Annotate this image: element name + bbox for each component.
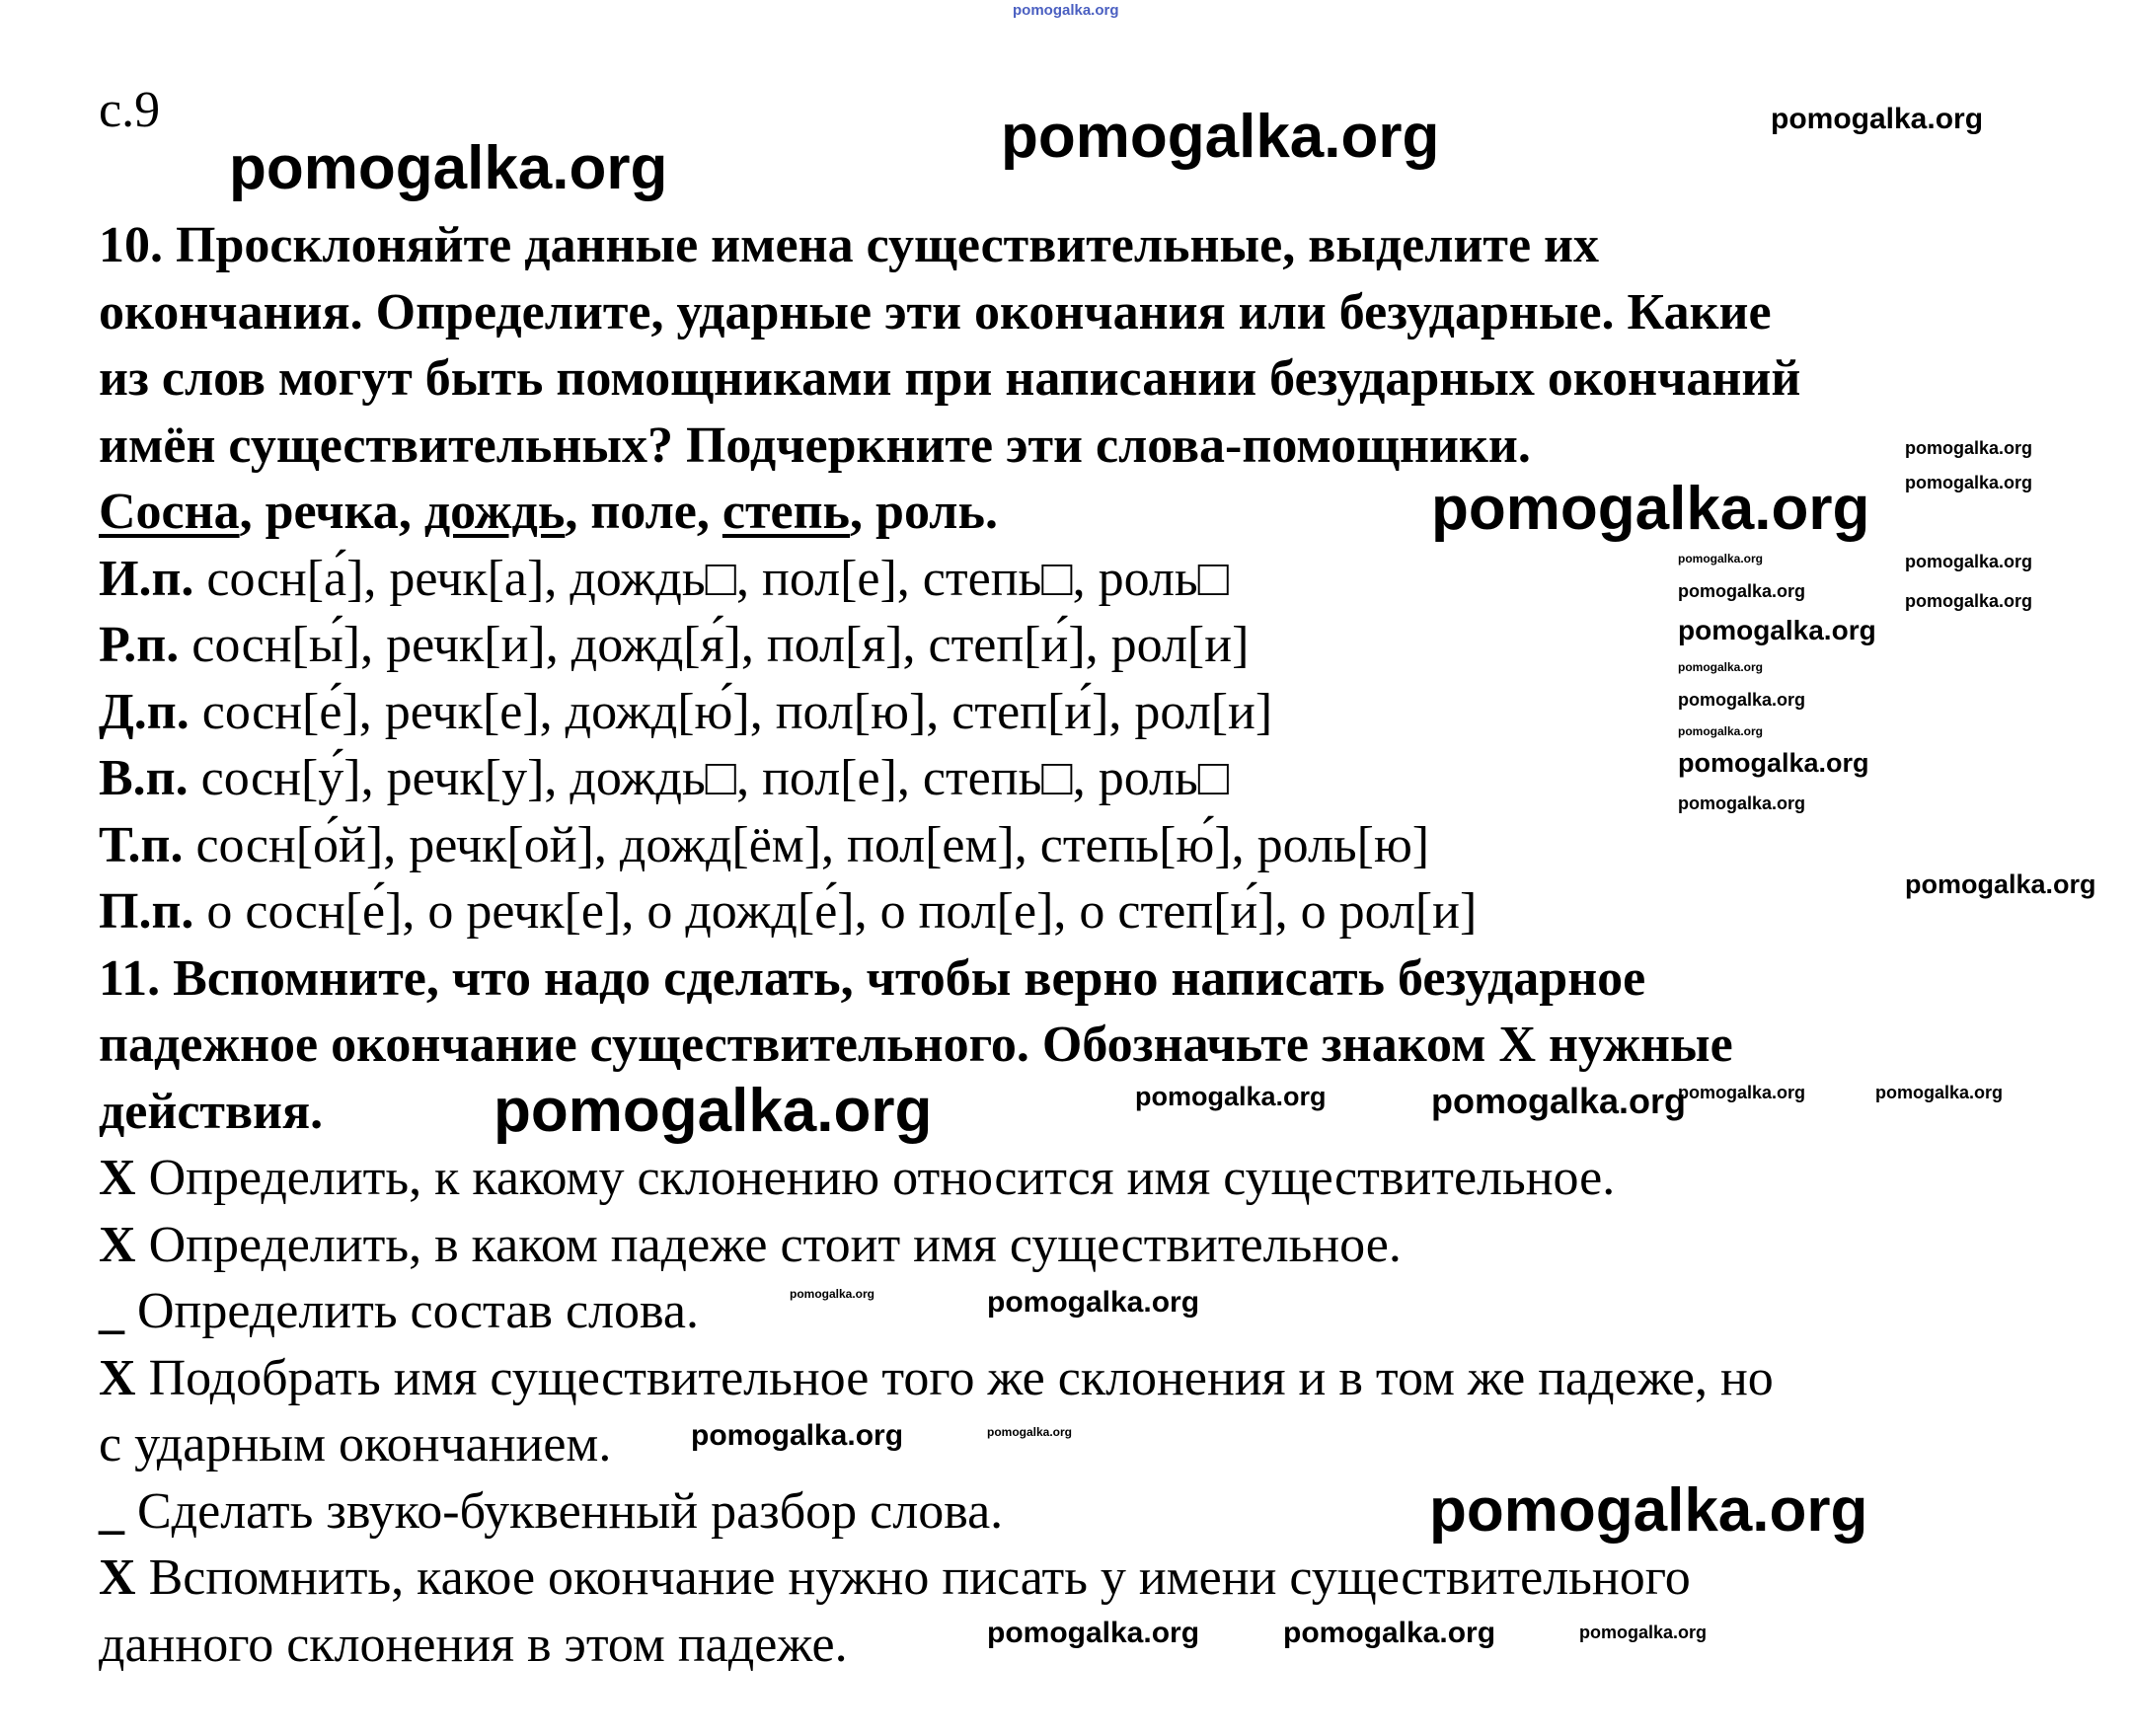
option-mark: X — [99, 1150, 136, 1206]
watermark: pomogalka.org — [1678, 615, 1876, 645]
word-list — [99, 479, 998, 546]
option-item — [99, 1345, 1774, 1412]
case-table — [99, 546, 1800, 945]
task10-heading-line: окончания. Определите, ударные эти окончания или безударные. Какие — [99, 283, 1772, 340]
word-separator: . — [984, 484, 998, 540]
watermark: pomogalka.org — [987, 1425, 1073, 1439]
word-3: поле — [590, 484, 697, 540]
word-separator: , — [239, 484, 266, 540]
case-forms: о сосн[е́], о речк[е], о дожд[е́], о пол[е], о степ[и́], о рол[и] — [206, 883, 1478, 940]
option-text: Вспомнить, какое окончание нужно писать у имени существительного — [148, 1549, 1691, 1606]
case-forms: сосн[у́], речк[у], дождь□, пол[е], степь□, роль□ — [200, 750, 1230, 806]
task11-heading-line: 11. Вспомните, что надо сделать, чтобы верно написать безударное — [99, 949, 1646, 1007]
watermark: pomogalka.org — [1429, 1476, 1868, 1545]
task11-heading-line: падежное окончание существительного. Обозначьте знаком X нужные — [99, 1017, 1733, 1073]
word-separator: , — [696, 484, 722, 540]
case-row — [99, 546, 1229, 613]
option-mark: _ — [99, 1482, 124, 1540]
option-text: Определить, к какому склонению относится имя существительное. — [148, 1150, 1616, 1206]
watermark: pomogalka.org — [987, 1286, 1200, 1319]
task10-heading-line: имён существительных? Подчеркните эти слова-помощники. — [99, 416, 1531, 474]
watermark: pomogalka.org — [1431, 1081, 1687, 1121]
word-0: Сосна — [99, 484, 240, 540]
option-item — [99, 1478, 1003, 1546]
option-mark: _ — [99, 1283, 124, 1339]
watermark: pomogalka.org — [1771, 103, 1984, 135]
option-continuation: с ударным окончанием. — [99, 1416, 612, 1472]
word-separator: , — [850, 484, 876, 540]
watermark: pomogalka.org — [1678, 690, 1806, 710]
case-label: Т.п. — [99, 816, 184, 873]
option-text: Определить, в каком падеже стоит имя существительное. — [148, 1216, 1402, 1273]
watermark: pomogalka.org — [790, 1287, 875, 1301]
watermark: pomogalka.org — [1905, 869, 2096, 899]
watermark: pomogalka.org — [1905, 591, 2033, 611]
option-mark: X — [99, 1549, 136, 1606]
watermark: pomogalka.org — [1678, 581, 1806, 601]
task11-heading-line: действия. — [99, 1083, 324, 1140]
watermark: pomogalka.org — [1678, 748, 1869, 778]
case-label: Р.п. — [99, 617, 180, 673]
case-label: П.п. — [99, 883, 194, 940]
watermark: pomogalka.org — [1905, 552, 2033, 571]
option-text: Подобрать имя существительное того же склонения и в том же падеже, но — [148, 1349, 1774, 1406]
option-item — [99, 1545, 1691, 1612]
watermark: pomogalka.org — [1678, 552, 1764, 566]
watermark: pomogalka.org — [1431, 475, 1870, 543]
watermark: pomogalka.org — [1013, 2, 1119, 19]
word-separator: , — [565, 484, 591, 540]
watermark: pomogalka.org — [987, 1617, 1200, 1649]
option-mark: X — [99, 1216, 136, 1273]
word-1: речка — [265, 484, 399, 540]
option-item — [99, 1212, 1402, 1279]
watermark: pomogalka.org — [691, 1419, 904, 1452]
watermark: pomogalka.org — [1678, 660, 1764, 674]
watermark: pomogalka.org — [1135, 1082, 1327, 1111]
option-item — [99, 1278, 699, 1345]
case-forms: сосн[а́], речк[а], дождь□, пол[е], степь□, роль□ — [206, 550, 1230, 607]
case-row — [99, 612, 1249, 679]
watermark: pomogalka.org — [1678, 1083, 1806, 1102]
case-forms: сосн[о́й], речк[ой], дожд[ём], пол[ем], степь[ю́], роль[ю] — [195, 816, 1430, 873]
word-separator: , — [398, 484, 424, 540]
watermark: pomogalka.org — [1905, 438, 2033, 458]
watermark: pomogalka.org — [1283, 1617, 1496, 1649]
word-5: роль — [875, 484, 985, 540]
case-row — [99, 679, 1272, 746]
watermark: pomogalka.org — [1875, 1083, 2004, 1102]
option-text: Сделать звуко-буквенный разбор слова. — [137, 1482, 1004, 1540]
case-row — [99, 878, 1477, 945]
case-forms: сосн[е́], речк[е], дожд[ю́], пол[ю], степ[и́], рол[и] — [201, 683, 1273, 740]
option-list — [99, 1145, 1800, 1678]
option-continuation: данного склонения в этом падеже. — [99, 1616, 848, 1673]
word-4: степь — [722, 484, 851, 540]
document-body — [99, 212, 1800, 1678]
case-label: В.п. — [99, 750, 189, 806]
watermark: pomogalka.org — [1579, 1623, 1708, 1642]
option-item — [99, 1145, 1615, 1212]
watermark: pomogalka.org — [1905, 473, 2033, 492]
watermark: pomogalka.org — [1678, 793, 1806, 813]
watermark: pomogalka.org — [1001, 103, 1440, 171]
case-label: Д.п. — [99, 683, 190, 740]
watermark: pomogalka.org — [494, 1077, 933, 1145]
case-row — [99, 745, 1229, 812]
watermark: pomogalka.org — [229, 134, 668, 202]
page-number: с.9 — [99, 82, 161, 138]
case-label: И.п. — [99, 550, 194, 607]
case-row — [99, 812, 1429, 879]
option-mark: X — [99, 1349, 136, 1406]
option-text: Определить состав слова. — [137, 1283, 699, 1339]
task10-heading-line: из слов могут быть помощниками при написании безударных окончаний — [99, 350, 1801, 407]
word-2: дождь — [423, 484, 566, 540]
task10-heading-line: 10. Просклоняйте данные имена существительные, выделите их — [99, 217, 1599, 273]
case-forms: сосн[ы́], речк[и], дожд[я́], пол[я], степ[и́], рол[и] — [191, 617, 1250, 673]
watermark: pomogalka.org — [1678, 724, 1764, 738]
